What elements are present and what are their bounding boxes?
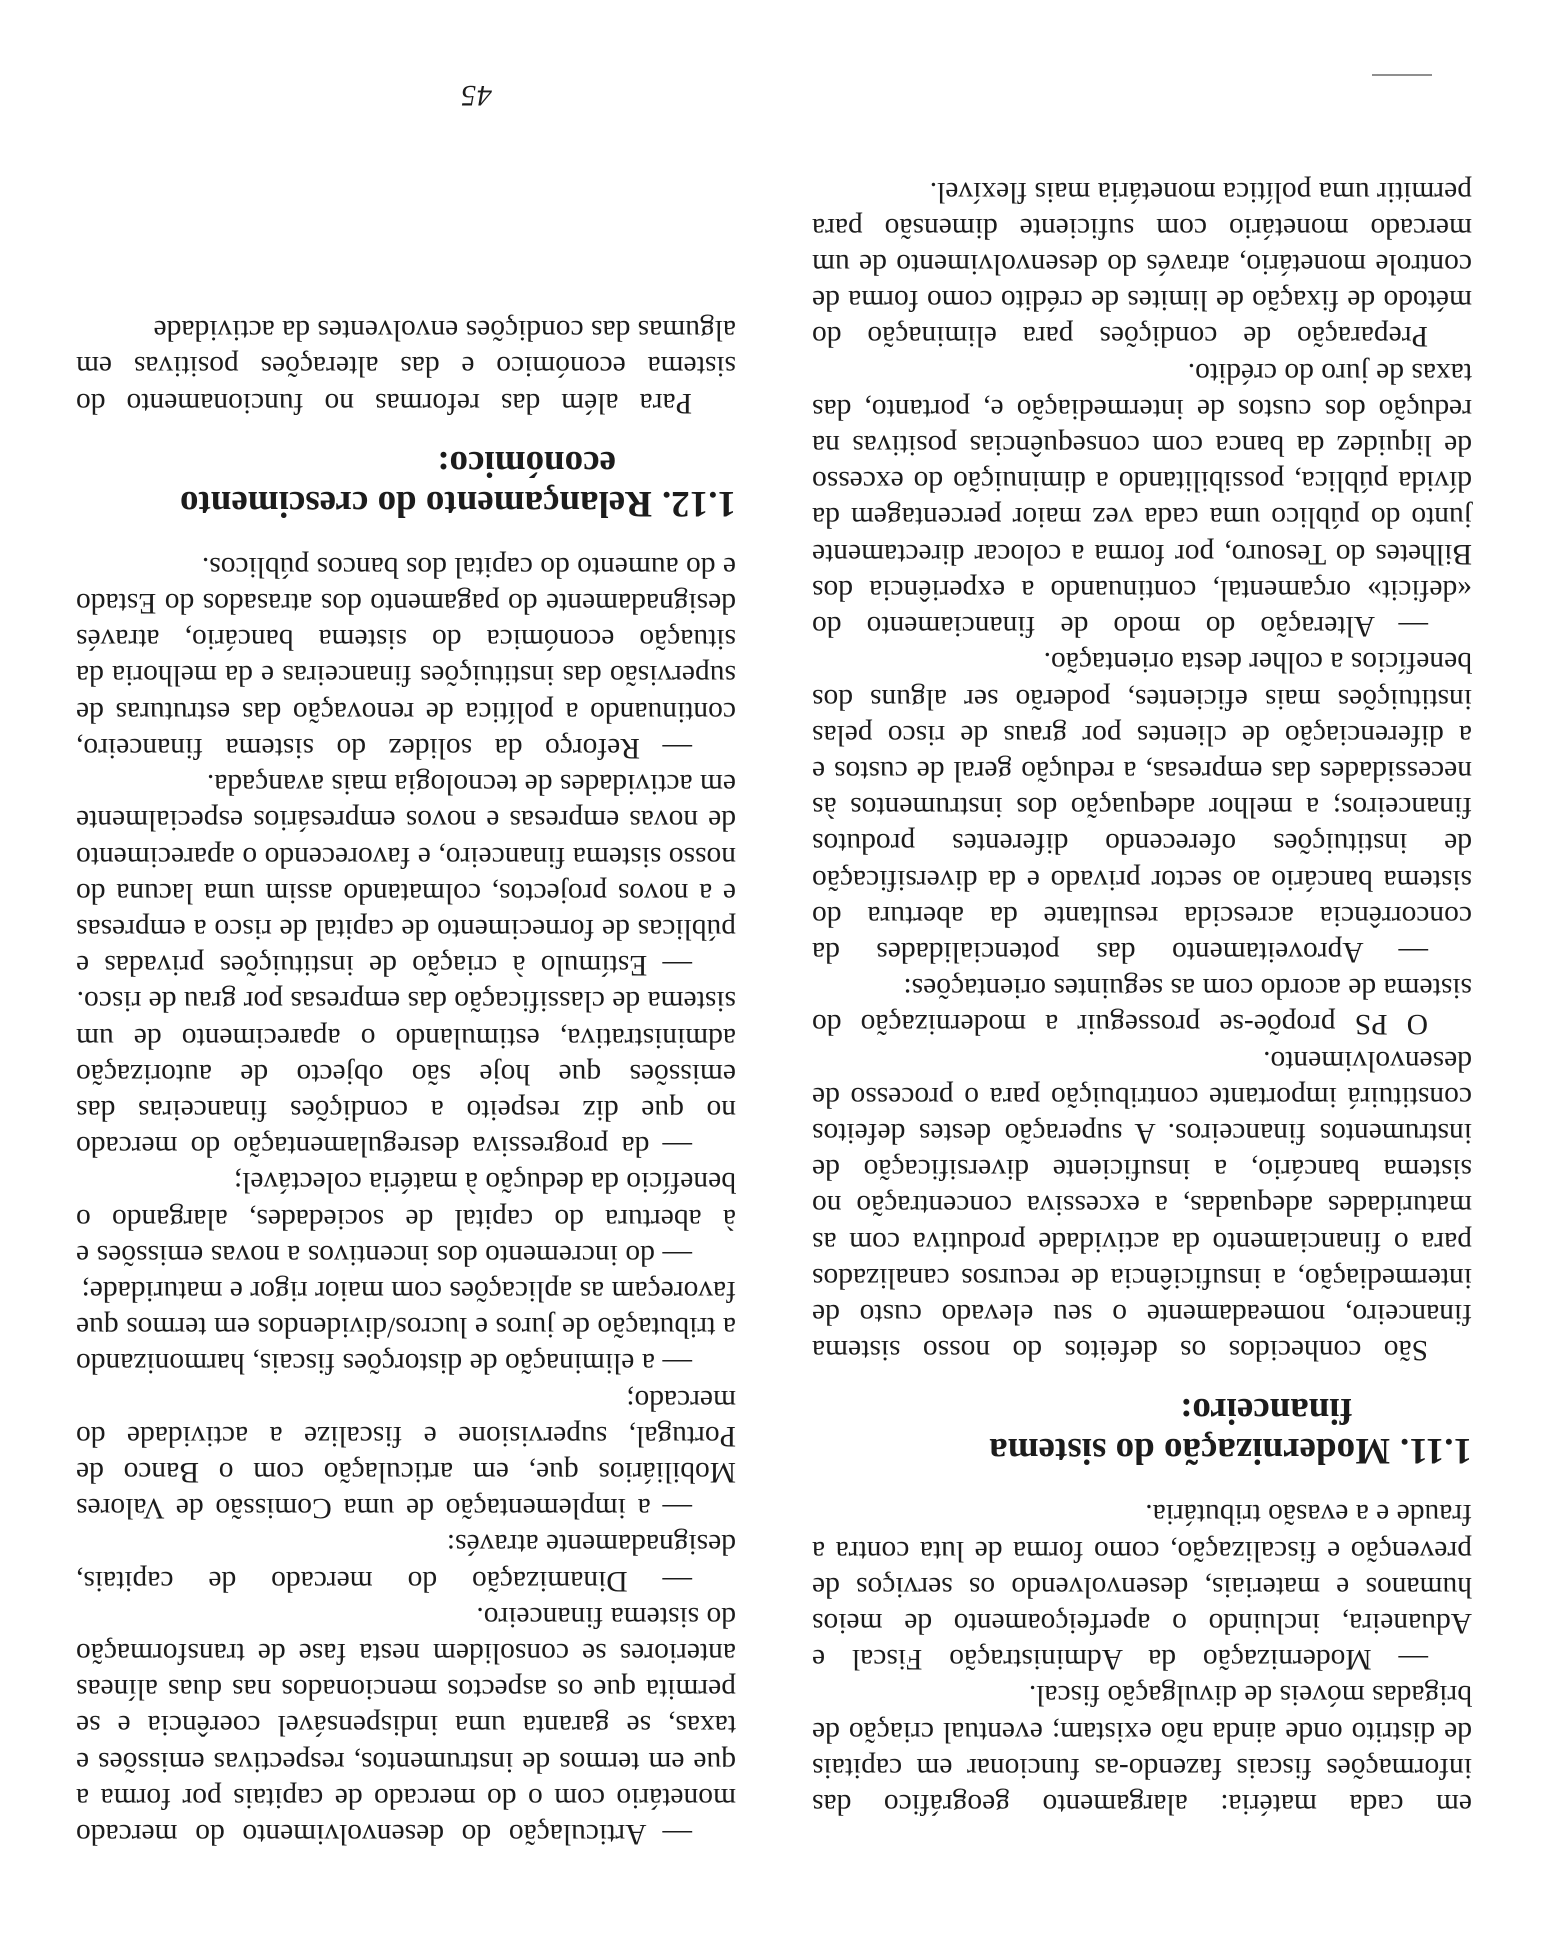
- section-title: Modernização do sistema: [989, 1430, 1391, 1472]
- section-title-continued: económico:: [437, 442, 616, 484]
- left-paragraph-credit-limits: Preparação de condições para eliminação do método de fixação de limites de crédito como forma de controle monetário, através do desenvolvimento de um mercado monetário com suficiente dimensão para permitir uma política monetária mais flexível.: [812, 175, 1472, 353]
- right-bullet-money-market: — Articulação do desenvolvimento do mercado monetário com o do mercado de capitais por forma a que em termos de instrumentos, respectivas emissões e taxas, se garanta uma indispensável coerência e se permita que os aspectos mencionados nas duas alíneas anteriores se consolidem nesta fase de transformação do sistema financeiro.: [76, 1600, 736, 1850]
- right-column: [76, 312, 736, 1852]
- right-subitem-fiscal-distortions: — a eliminação de distorções fiscais, harmonizando a tributação de juros e lucros/dividendos em termos que favoreçam as aplicações com maior rigor e maturidade;: [76, 1274, 736, 1380]
- scan-mark: [1372, 74, 1432, 76]
- section-heading-1-12: [76, 443, 736, 523]
- section-number: 1.12.: [662, 482, 736, 524]
- left-paragraph-ps-proposal: O PS propõe-se prosseguir a modernização do sistema de acordo com as seguintes orientações:: [812, 972, 1472, 1041]
- page-number: 45: [460, 79, 492, 112]
- right-bullet-risk-capital: — Estímulo à criação de instituições privadas e públicas de fornecimento de capital de risco a empresas e a novos projectos, colmatando assim uma lacuna do nosso sistema financeiro, e favorecendo o aparecimento de novas empresas e novos empresários especialmente em actividades de tecnologia mais avançada.: [76, 768, 736, 982]
- right-subitem-cvm: — a implementação de uma Comissão de Valores Mobiliários que, em articulação com o Banco de Portugal, supervisione e fiscalize a actividade do mercado;: [76, 1383, 736, 1525]
- section-heading-1-11: [812, 1390, 1472, 1470]
- right-subitem-deregulation: — da progressiva desregulamentação do mercado no que diz respeito a condições financeiras das emissões que hoje são objecto de autorização administrativa, estimulando o aparecimento de um sistema de classificação das empresas por grau de risco.: [76, 985, 736, 1163]
- left-bullet-deficit-financing: — Alteração do modo de financiamento do «deficit» orçamental, continuando a experiência dos Bilhetes do Tesouro, por forma a colocar directamente junto do público uma cada vez maior percentagem da dívida pública, possibilitando a diminuição do excesso de liquidez da banca com consequências positivas na redução dos custos de intermediação e, portanto, das taxas de juro do crédito.: [812, 356, 1472, 643]
- section-title-continued: financeiro:: [1180, 1390, 1352, 1432]
- section-title: Relançamento do crescimento: [180, 482, 652, 524]
- left-intro-paragraph: em cada matéria: alargamento geográfico das informações fiscais fazendo-as funcionar em capitais de distrito onde ainda não existam; eventual criação de brigadas móveis de divulgação fiscal.: [812, 1679, 1472, 1820]
- right-subitem-incentives: — do incremento dos incentivos a novas emissões e à abertura do capital de sociedades, alargando o benefício da dedução à matéria colectável;: [76, 1166, 736, 1271]
- right-paragraph-reforms: Para além das reformas no funcionamento do sistema económico e das alterações positivas em algumas das condições envolventes da actividade: [76, 314, 736, 419]
- left-bullet-admin-fiscal: — Modernização da Administração Fiscal e Aduaneira, incluindo o aperfeiçoamento de meios humanos e materiais, desenvolvendo os serviços de prevenção e fiscalização, como forma de luta contra a fraude e a evasão tributária.: [812, 1498, 1472, 1676]
- section-number: 1.11.: [1400, 1430, 1472, 1472]
- right-bullet-financial-soundness: — Reforço da solidez do sistema financeiro, continuando a política de renovação das estruturas de supervisão das instituições financeiras e da melhoria da situação económica do sistema bancário, através designadamente do pagamento dos atrasados do Estado e do aumento do capital dos bancos públicos.: [76, 550, 736, 764]
- right-bullet-capital-market: — Dinamização do mercado de capitais, designadamente através:: [76, 1528, 736, 1597]
- left-paragraph-defects: São conhecidos os defeitos do nosso sistema financeiro, nomeadamente o seu elevado custo de intermediação, a insuficiência de recursos canalizados para o financiamento da actividade produtiva com as maturidades adequadas, a excessiva concentração no sistema bancário, a insuficiente diversificação de instrumentos financeiros. A superação destes defeitos constituirá importante contribuição para o processo de desenvolvimento.: [812, 1044, 1472, 1367]
- left-bullet-competition: — Aproveitamento das potencialidades da concorrência acrescida resultante da abertura do sistema bancário ao sector privado e da diversificação de instituições oferecendo diferentes produtos financeiros; a melhor adequação dos instrumentos às necessidades das empresas, a redução geral de custos e a diferenciação de clientes por graus de risco pelas instituições mais eficientes, poderão ser alguns dos benefícios a colher desta orientação.: [812, 646, 1472, 968]
- left-column: [812, 173, 1472, 1822]
